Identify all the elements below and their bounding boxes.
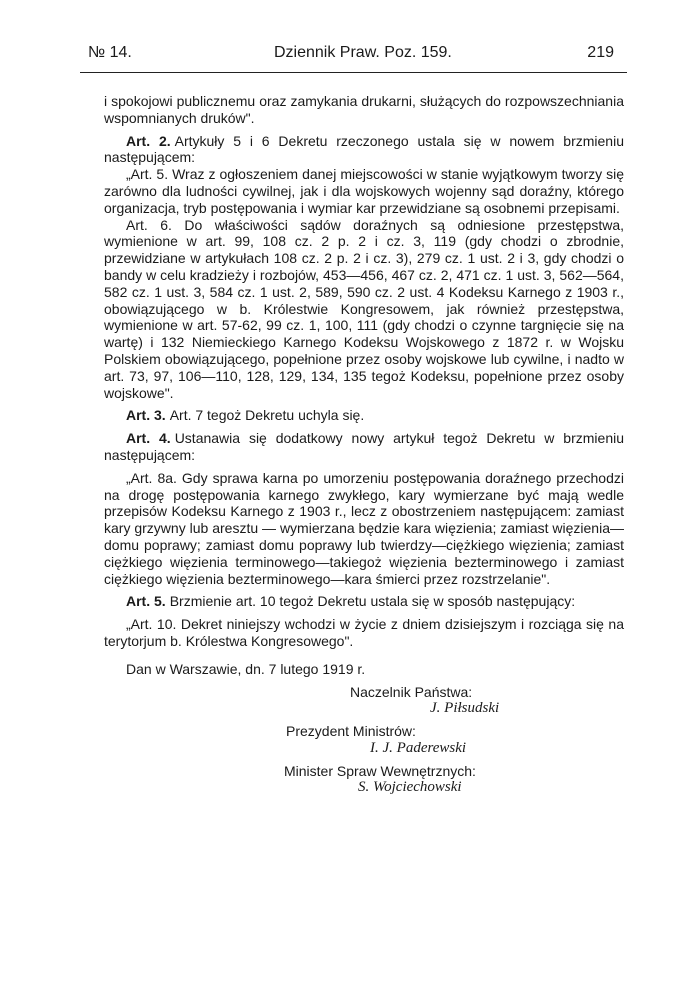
- signatory-name: I. J. Paderewski: [370, 739, 467, 756]
- quoted-art-8a: „Art. 8a. Gdy sprawa karna po umorzeniu postępowania doraźnego przechodzi na drogę postępowania karnego zwykłego, kary wymierzane być mają wedle przepisów Kodeksu Karnego z 1903 r., lecz z obostrzeniem następującem: zamiast kary grzywny lub aresztu — wymierzana będzie kara więzienia; zamiast więzienia—domu poprawy; zamiast domu poprawy lub twierdzy—ciężkiego więzienia; zamiast ciężkiego więzienia terminowego—takiegoż więzienia bezterminowego i zamiast ciężkiego więzienia bezterminowego—kara śmierci przez rozstrzelanie".: [104, 469, 624, 587]
- signature-block-interior-minister: [104, 763, 624, 797]
- page-number: 219: [587, 44, 614, 61]
- issue-number: № 14.: [88, 44, 132, 61]
- article-label: Art. 5.: [126, 593, 166, 610]
- article-text: Ustanawia się dodatkowy nowy artykuł tegoż Dekretu w brzmieniu następującem:: [104, 430, 624, 463]
- article-5: [104, 593, 624, 610]
- article-label: Art. 2.: [126, 132, 171, 149]
- signatory-title: Minister Spraw Wewnętrznych:: [284, 762, 476, 779]
- signatory-title: Naczelnik Państwa:: [350, 683, 473, 700]
- article-label: Art. 3.: [126, 407, 166, 424]
- date-line: Dan w Warszawie, dn. 7 lutego 1919 r.: [126, 660, 366, 677]
- document-body: [104, 93, 624, 796]
- article-text: Artykuły 5 i 6 Dekretu rzeczonego ustala się w nowem brzmieniu następującem:: [104, 132, 624, 166]
- signatory-name: J. Piłsudski: [430, 700, 500, 717]
- article-3: [104, 407, 624, 424]
- signature-block-prime-minister: [104, 723, 624, 757]
- page-header: [88, 44, 616, 70]
- article-4: [104, 430, 624, 464]
- signatory-name: S. Wojciechowski: [358, 779, 462, 796]
- article-2: [104, 133, 624, 167]
- article-text: Brzmienie art. 10 tegoż Dekretu ustala się w sposób następujący:: [169, 593, 576, 610]
- journal-title: Dziennik Praw. Poz. 159.: [274, 44, 452, 61]
- header-rule: [80, 72, 627, 73]
- article-text: Art. 7 tegoż Dekretu uchyla się.: [169, 407, 365, 424]
- signature-block-head-of-state: [104, 684, 624, 718]
- quoted-art-10: „Art. 10. Dekret niniejszy wchodzi w życie z dniem dzisiejszym i rozciąga się na terytorjum b. Królestwa Kongresowego".: [104, 616, 624, 649]
- paragraph-continuation: i spokojowi publicznemu oraz zamykania drukarni, służących do rozpowszechniania wspomnianych druków".: [104, 93, 624, 126]
- signatory-title: Prezydent Ministrów:: [286, 723, 416, 740]
- article-label: Art. 4.: [126, 430, 171, 447]
- quoted-art-5: „Art. 5. Wraz z ogłoszeniem danej miejscowości w stanie wyjątkowym tworzy się zarówno dla ludności cywilnej, jak i dla wojskowych wojenny sąd doraźny, którego organizacja, tryb postępowania i wymiar kar przewidziane są osobnemi przepisami.: [104, 166, 624, 216]
- quoted-art-6: Art. 6. Do właściwości sądów doraźnych są odniesione przestępstwa, wymienione w art. 99, 108 cz. 2 p. 2 i cz. 3, 119 (gdy chodzi o zbrodnie, przewidziane w artykułach 108 cz. 2 p. 2 i cz. 3), 279 cz. 1 ust. 2 i 3, gdy chodzi o bandy w celu kradzieży i rozbojów, 453—456, 467 cz. 2, 471 cz. 1 ust. 3, 562—564, 582 cz. 1 ust. 3, 584 cz. 1 ust. 2, 589, 590 cz. 2 ust. 4 Kodeksu Karnego z 1903 r., obowiązującego w b. Królestwie Kongresowem, jak również przestępstwa, wymienione w art. 57-62, 99 cz. 1, 100, 111 (gdy chodzi o czynne targnięcie się na wartę) i 132 Niemieckiego Karnego Kodeksu Wojskowego z 1872 r. w Wojsku Polskiem obowiązującego, popełnione przez osoby wojskowe lub cywilne, i nadto w art. 73, 97, 106—110, 128, 129, 134, 135 tegoż Kodeksu, popełnione przez osoby wojskowe".: [104, 216, 624, 401]
